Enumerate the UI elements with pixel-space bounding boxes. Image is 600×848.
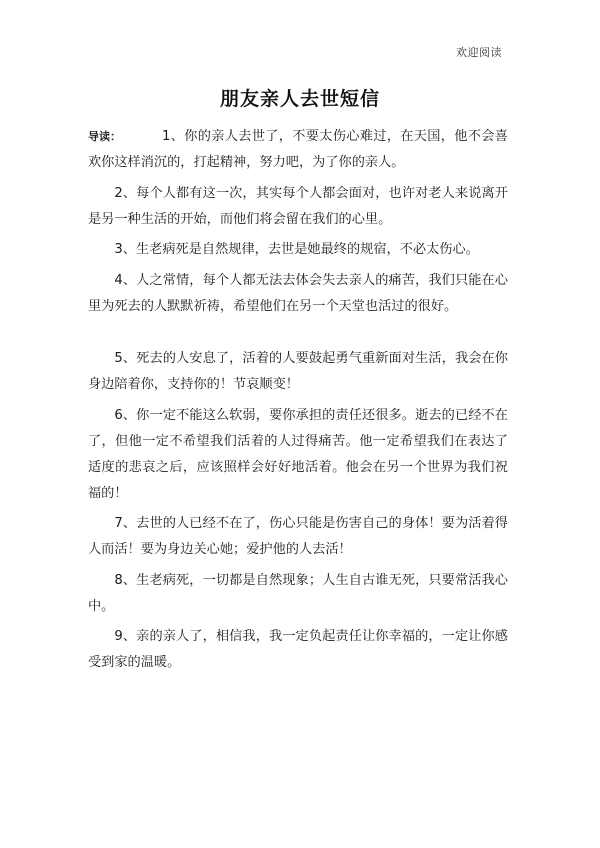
paragraph-spacer — [88, 324, 508, 346]
paragraph-9: 9、亲的亲人了，相信我，我一定负起责任让你幸福的，一定让你感受到家的温暖。 — [88, 629, 508, 670]
paragraph-4: 4、人之常情，每个人都无法去体会失去亲人的痛苦，我们只能在心里为死去的人默默祈祷，希望他们在另一个天堂也活过的很好。 — [88, 272, 508, 314]
paragraph-1 — [88, 124, 508, 176]
paragraph-5: 5、死去的人安息了，活着的人要鼓起勇气重新面对生活，我会在你身边陪着你，支持你的！节哀顺变！ — [88, 351, 508, 392]
paragraph-3: 3、生老病死是自然规律，去世是她最终的规宿，不必太伤心。 — [114, 242, 479, 257]
paragraph-8: 8、生老病死，一切都是自然现象；人生自古谁无死，只要常活我心中。 — [88, 572, 508, 614]
intro-label: 导读： — [88, 130, 121, 143]
paragraph-2: 2、每个人都有这一次，其实每个人都会面对，也许对老人来说离开是另一种生活的开始，而他们将会留在我们的心里。 — [88, 185, 508, 227]
header-note: 欢迎阅读 — [456, 46, 502, 59]
paragraph-1-text: 1、你的亲人去世了，不要太伤心难过，在天国，他不会喜欢你这样消沉的，打起精神，努力吧，为了你的亲人。 — [88, 129, 508, 170]
paragraph-7: 7、去世的人已经不在了，伤心只能是伤害自己的身体！要为活着得人而活！要为身边关心她；爱护他的人去活！ — [88, 516, 508, 557]
document-body — [88, 124, 508, 681]
paragraph-6: 6、你一定不能这么软弱，要你承担的责任还很多。逝去的已经不在了，但他一定不希望我们活着的人过得痛苦。他一定希望我们在表达了适度的悲哀之后，应该照样会好好地活着。他会在另一个世界为我们祝福的！ — [88, 407, 508, 501]
page-title: 朋友亲人去世短信 — [219, 88, 380, 110]
